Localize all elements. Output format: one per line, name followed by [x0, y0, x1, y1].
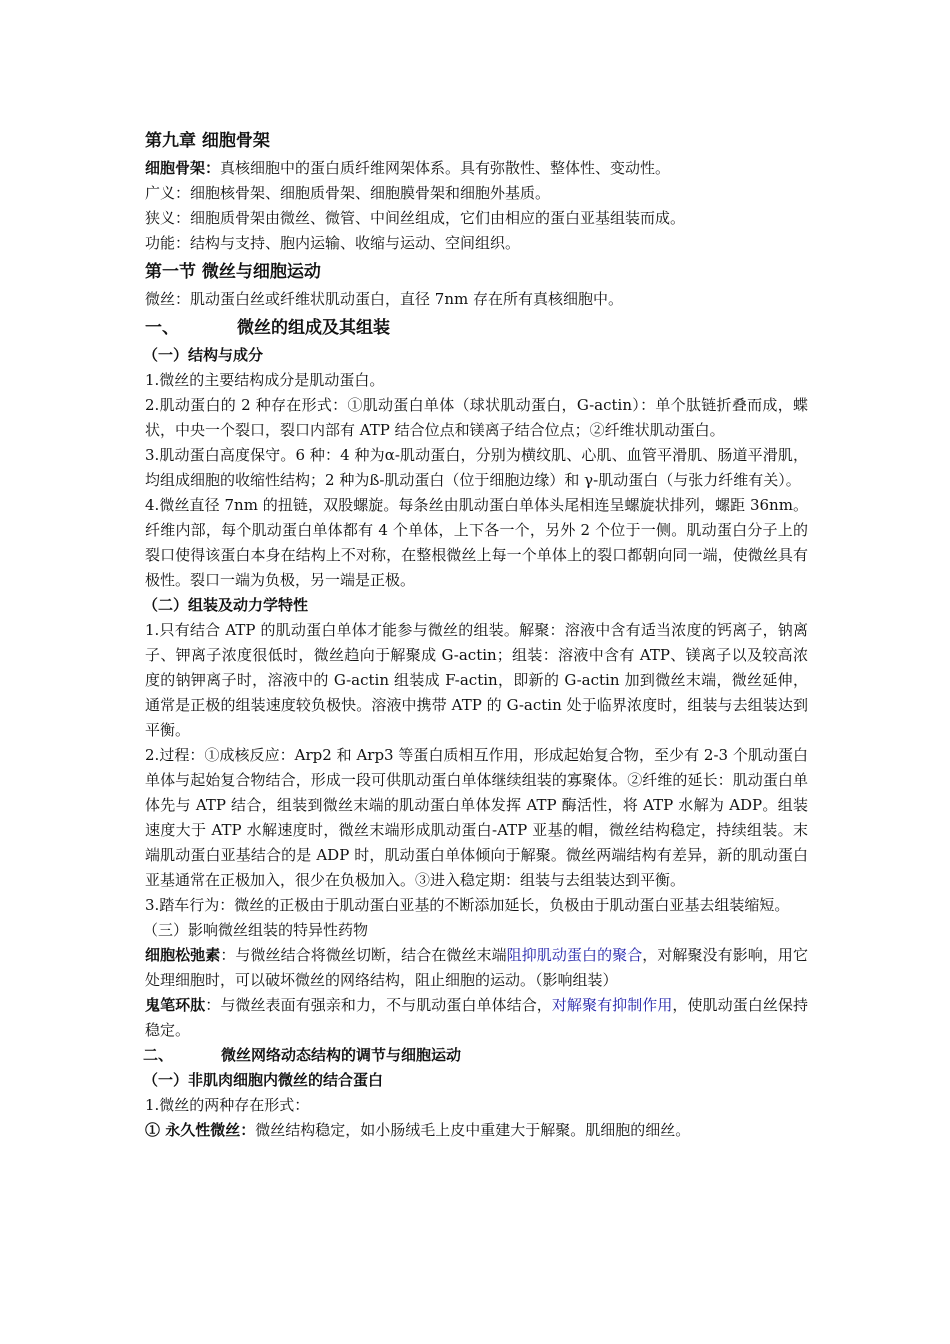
paragraph-2-2: 2.过程：①成核反应：Arp2 和 Arp3 等蛋白质相互作用，形成起始复合物，至少有 2-3 个肌动蛋白单体与起始复合物结合，形成一段可供肌动蛋白单体继续组装的寡聚体。②纤维的延长：肌动蛋白单体先与 ATP 结合，组装到微丝末端的肌动蛋白单体发挥 ATP 酶活性，将 ATP 水解为 ADP。组装速度大于 ATP 水解速度时，微丝末端形成肌动蛋白-ATP 亚基的帽，微丝结构稳定，持续组装。末端肌动蛋白亚基结合的是 ADP 时，肌动蛋白单体倾向于解聚。微丝两端结构有差异，新的肌动蛋白亚基通常在正极加入，很少在负极加入。③进入稳定期：组装与去组装达到平衡。: [145, 746, 808, 889]
cytochalasin-term: 细胞松弛素: [145, 946, 221, 964]
part-1-number: 一、: [145, 318, 179, 338]
sub-2-title: （二）组装及动力学特性: [143, 596, 309, 614]
sub-1-title: （一）结构与成分: [143, 346, 264, 364]
paragraph-2-3: 3.踏车行为：微丝的正极由于肌动蛋白亚基的不断添加延长，负极由于肌动蛋白亚基去组装缩短。: [145, 896, 790, 914]
cytochalasin-text-b: ，对解聚没有影响，用它处理细胞时，可以破坏微丝的网络结构，阻止细胞的运动。（影响组装）: [145, 946, 808, 989]
permanent-microfilament-text: 微丝结构稳定，如小肠绒毛上皮中重建大于解聚。肌细胞的细丝。: [255, 1121, 691, 1139]
section-1-intro: 微丝：肌动蛋白丝或纤维状肌动蛋白，直径 7nm 存在所有真核细胞中。: [145, 290, 623, 308]
paragraph-1-1: 1.微丝的主要结构成分是肌动蛋白。: [145, 371, 385, 389]
paragraph-1-2: 2.肌动蛋白的 2 种存在形式：①肌动蛋白单体（球状肌动蛋白，G-actin）：单个肽链折叠而成，蝶状，中央一个裂口，裂口内部有 ATP 结合位点和镁离子结合位点；②纤维状肌动蛋白。: [145, 396, 808, 439]
part-2-number: 二、: [143, 1046, 174, 1064]
definition-text: 真核细胞中的蛋白质纤维网架体系。具有弥散性、整体性、变动性。: [220, 159, 671, 177]
function-line: 功能：结构与支持、胞内运输、收缩与运动、空间组织。: [145, 234, 521, 252]
phalloidin-link[interactable]: 对解聚有抑制作用: [551, 996, 673, 1014]
part-1-heading: [145, 314, 808, 343]
phalloidin-text-a: ：与微丝表面有强亲和力，不与肌动蛋白单体结合，: [205, 996, 552, 1014]
phalloidin-term: 鬼笔环肽: [145, 996, 206, 1014]
part-2-heading: [143, 1043, 808, 1068]
paragraph-2-1: 1.只有结合 ATP 的肌动蛋白单体才能参与微丝的组装。解聚：溶液中含有适当浓度的钙离子，钠离子、钾离子浓度很低时，微丝趋向于解聚成 G-actin；组装：溶液中含有 ATP、镁离子以及较高浓度的钠钾离子时，溶液中的 G-actin 组装成 F-actin，即新的 G-actin 加到微丝末端，微丝延伸，通常是正极的组装速度较负极快。溶液中携带 ATP 的 G-actin 处于临界浓度时，组装与去组装达到平衡。: [145, 621, 808, 739]
cytoskeleton-definition: [145, 156, 808, 181]
sub-3-title: （三）影响微丝组装的特异性药物: [143, 921, 369, 939]
part-2-title: 微丝网络动态结构的调节与细胞运动: [221, 1046, 462, 1064]
chapter-title: 第九章 细胞骨架: [145, 131, 270, 151]
part-2-paragraph-1: 1.微丝的两种存在形式：: [145, 1096, 310, 1114]
broad-definition: 广义：细胞核骨架、细胞质骨架、细胞膜骨架和细胞外基质。: [145, 184, 551, 202]
cytochalasin-link[interactable]: 阻抑肌动蛋白的聚合: [506, 946, 643, 964]
narrow-definition: 狭义：细胞质骨架由微丝、微管、中间丝组成，它们由相应的蛋白亚基组装而成。: [145, 209, 686, 227]
permanent-microfilament-term: ① 永久性微丝：: [145, 1121, 256, 1139]
definition-term: 细胞骨架：: [145, 159, 221, 177]
phalloidin-text-b: ，使肌动蛋白丝保持稳定。: [145, 996, 808, 1039]
paragraph-1-4: 4.微丝直径 7nm 的扭链，双股螺旋。每条丝由肌动蛋白单体头尾相连呈螺旋状排列，螺距 36nm。纤维内部，每个肌动蛋白单体都有 4 个单体，上下各一个，另外 2 个位于一侧。肌动蛋白分子上的裂口使得该蛋白本身在结构上不对称，在整根微丝上每一个单体上的裂口都朝向同一端，使微丝具有极性。裂口一端为负极，另一端是正极。: [145, 496, 808, 589]
section-1-title: 第一节 微丝与细胞运动: [145, 262, 321, 282]
paragraph-1-3: 3.肌动蛋白高度保守。6 种：4 种为α-肌动蛋白，分别为横纹肌、心肌、血管平滑肌、肠道平滑肌，均组成细胞的收缩性结构；2 种为ß-肌动蛋白（位于细胞边缘）和 γ-肌动蛋白（与张力纤维有关）。: [145, 446, 808, 489]
part-2-paragraph-2: [145, 1118, 808, 1143]
part-2-sub-1-title: （一）非肌肉细胞内微丝的结合蛋白: [143, 1071, 384, 1089]
cytochalasin-paragraph: [145, 943, 808, 993]
document-page: [145, 125, 808, 1143]
part-1-title: 微丝的组成及其组装: [237, 318, 390, 338]
cytochalasin-text-a: ：与微丝结合将微丝切断，结合在微丝末端: [220, 946, 507, 964]
phalloidin-paragraph: [145, 993, 808, 1043]
